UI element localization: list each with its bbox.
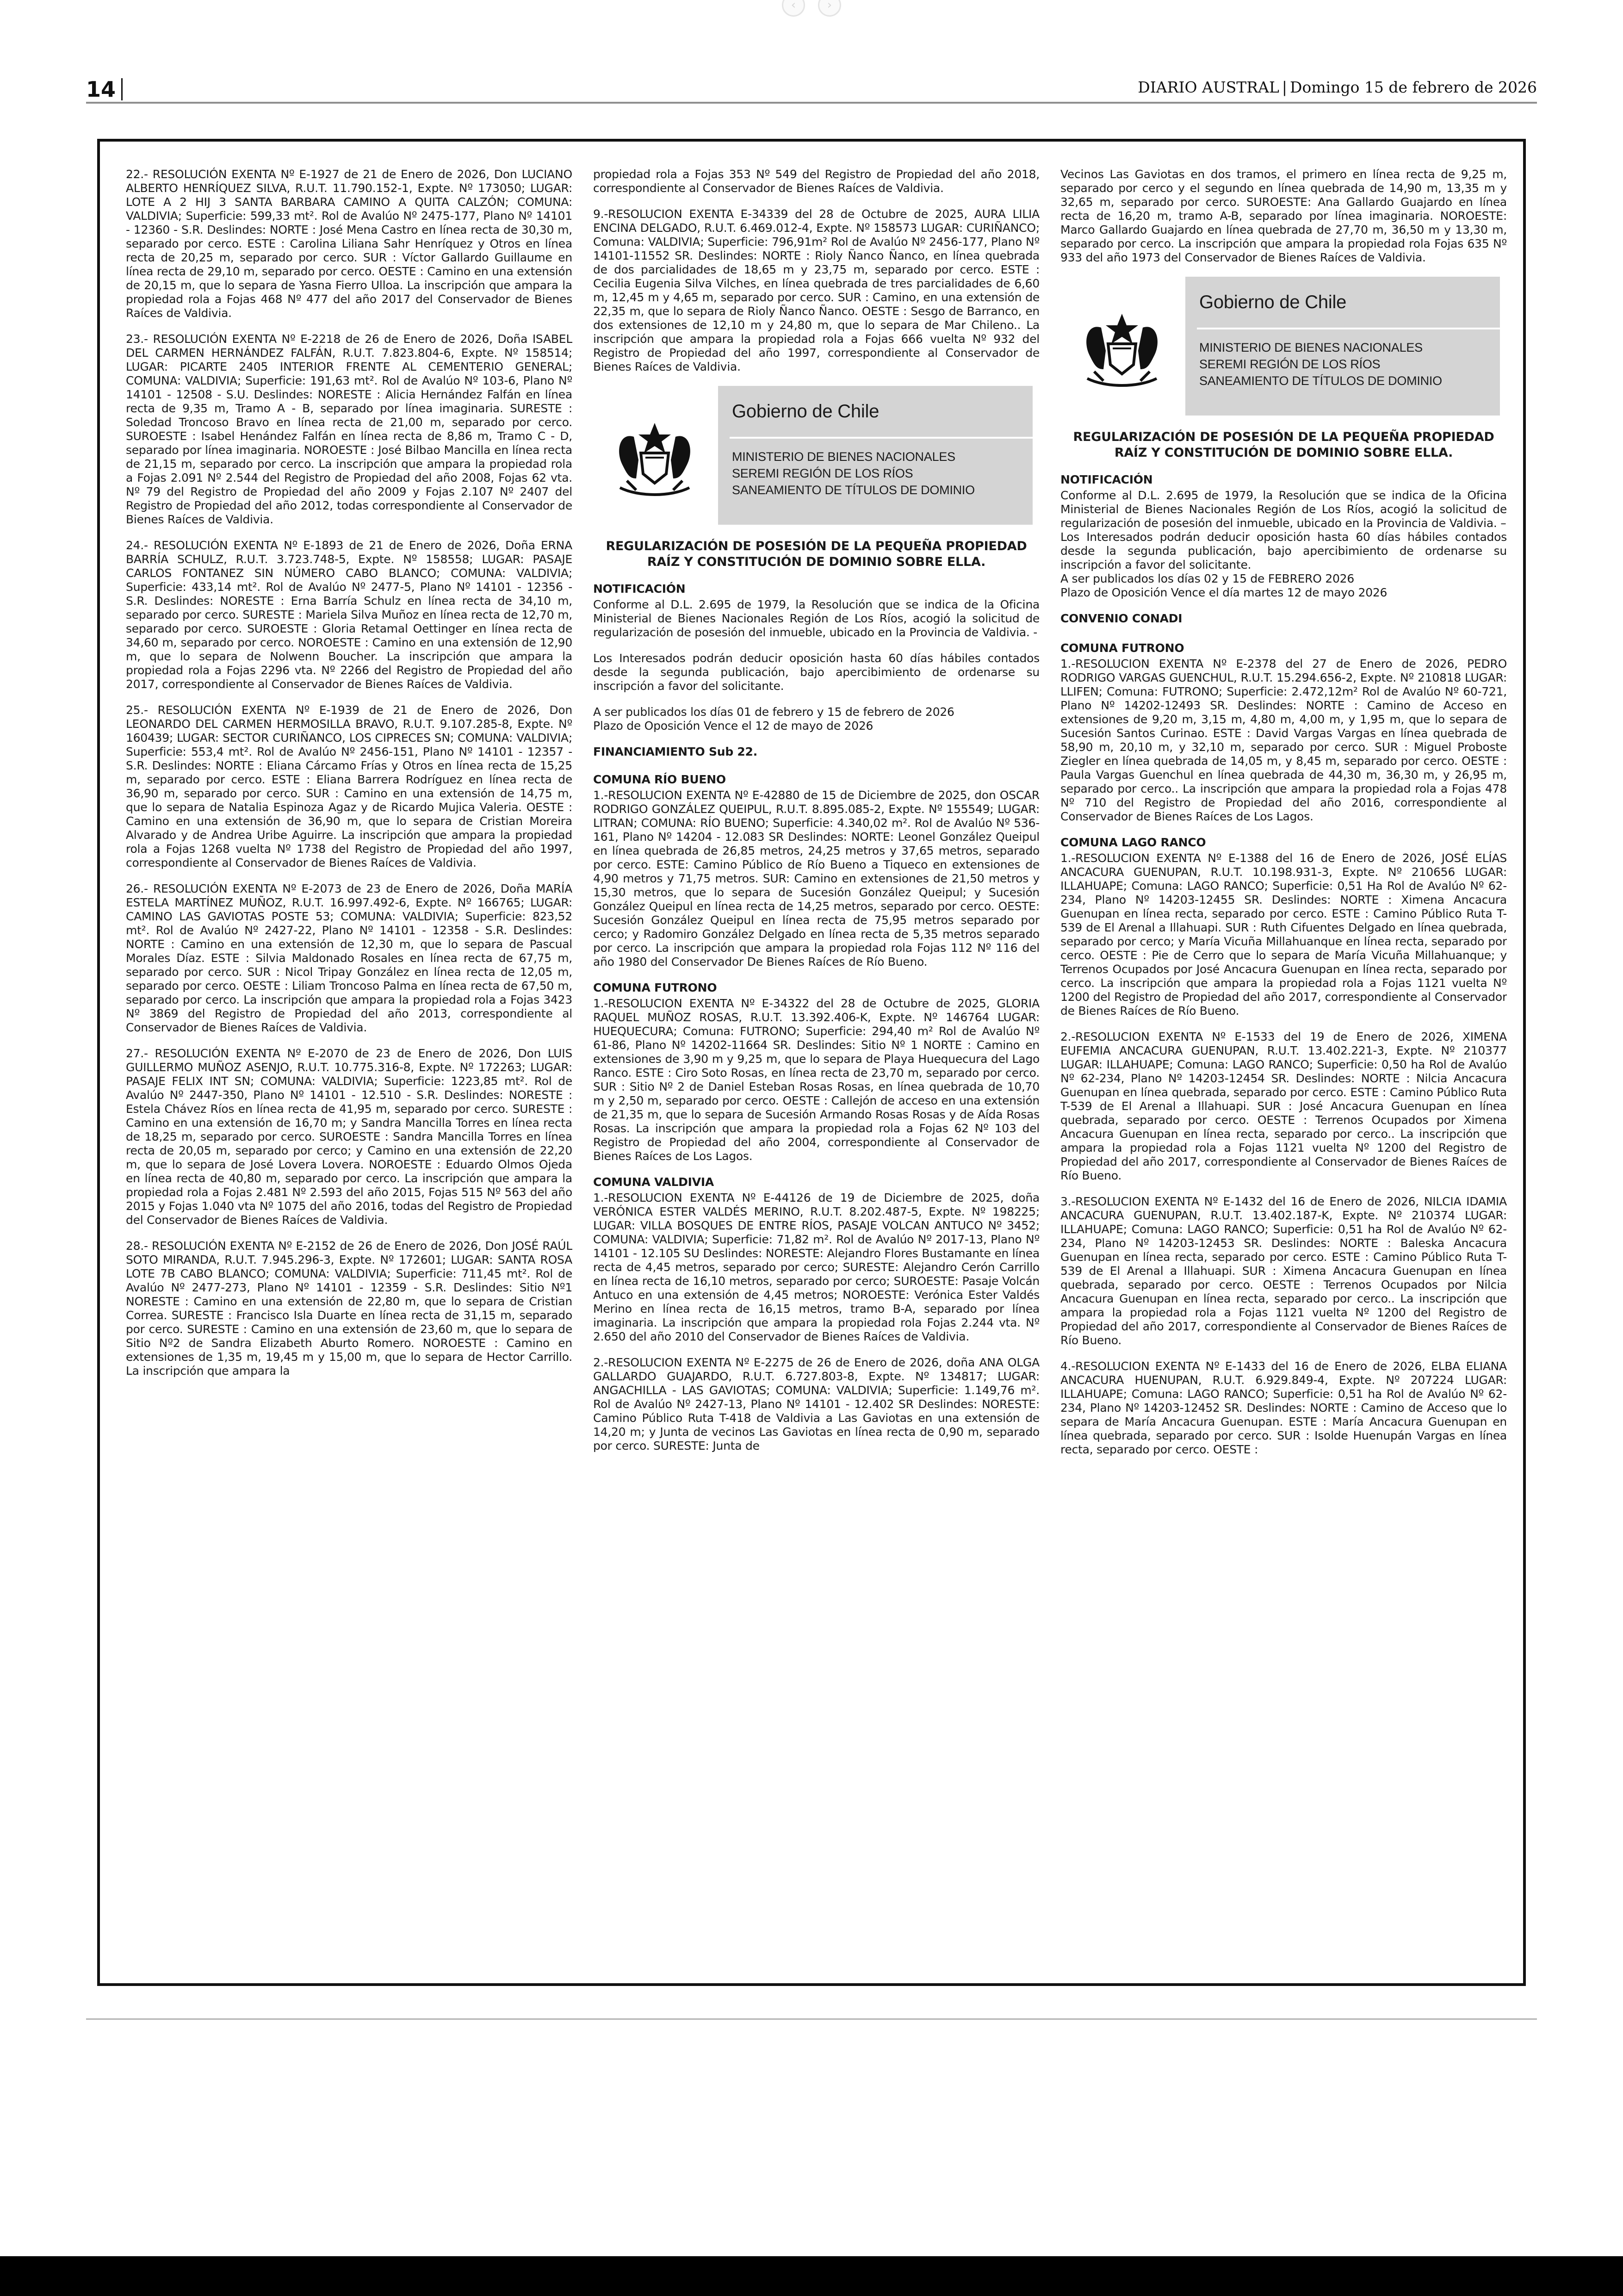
notification-body: Conforme al D.L. 2.695 de 1979, la Resolución que se indica de la Oficina Ministerial de Bienes Nacionales Región de Los Ríos, acogió la solicitud de regularización de posesión del inmueble, ubicado en la Provincia de Valdivia. - — [593, 598, 1040, 639]
opposition-deadline-2: Plazo de Oposición Vence el día martes 12 de mayo 2026 — [1060, 586, 1388, 599]
notice-26: 26.- RESOLUCIÓN EXENTA Nº E-2073 de 23 de Enero de 2026, Doña MARÍA ESTELA MARTÍNEZ MUÑOZ, R.U.T. 16.997.492-6, Expte. Nº 166765; LUGAR: CAMINO LAS GAVIOTAS POSTE 53; COMUNA: VALDIVIA; Superficie: 823,52 mt². Rol de Avalúo Nº 2427-22, Plano Nº 14101 - 12358 - S.R. Deslindes: NORTE : Camino en una extensión de 12,30 m, que lo separa de Pascual Morales Díaz. ESTE : Silvia Maldonado Rosales en línea recta de 67,75 m, separado por cerco. SUR : Nicol Tripay González en línea recta de 12,05 m, separado por cerco. OESTE : Liliam Troncoso Palma en línea recta de 67,50 m, separado por cerco. La inscripción que ampara la propiedad rola a Fojas 3423 Nº 3869 del Registro de Propiedad del año 2013, correspondiente al Conservador de Bienes Raíces de Valdivia. — [126, 882, 572, 1034]
publication-dates: A ser publicados los días 01 de febrero y 15 de febrero de 2026 — [593, 705, 954, 719]
seremi-line: SEREMI REGIÓN DE LOS RÍOS — [732, 466, 913, 480]
notice-valdivia-1: 1.-RESOLUCION EXENTA Nº E-44126 de 19 de Diciembre de 2025, doña VERÓNICA ESTER VALDÉS MERINO, R.U.T. 8.202.487-5, Expte. Nº 198225; LUGAR: VILLA BOSQUES DE ENTRE RÍOS, PASAJE VOLCAN ANTUCO Nº 3452; COMUNA: VALDIVIA; Superficie: 71,82 m². Rol de Avalúo Nº 2017-13, Plano Nº 14101 - 12.105 SU Deslindes: NORESTE: Alejandro Flores Bustamante en línea recta de 4,45 metros, separado por cerco; SURESTE: Alejandro Cerón Carrillo en línea recta de 16,10 metros, separado por cerco; SUROESTE: Pasaje Volcán Antuco en una extensión de 4,45 metros; NOROESTE: Verónica Ester Valdés Merino en línea recta de 16,15 metros, tramo B-A, separado por línea imaginaria. La inscripción que ampara la propiedad rola Fojas 2.244 vta. Nº 2.650 del año 2010 del Conservador de Bienes Raíces de Valdivia. — [593, 1191, 1040, 1343]
comuna-futrono-heading: COMUNA FUTRONO — [593, 981, 717, 994]
ministry-line: MINISTERIO DE BIENES NACIONALES — [732, 450, 955, 464]
notice-lago-ranco-1: 1.-RESOLUCION EXENTA Nº E-1388 del 16 de Enero de 2026, JOSÉ ELÍAS ANCACURA GUENUPAN, R.U.T. 10.198.931-3, Expte. Nº 210656 LUGAR: ILLAHUAPE; Comuna: LAGO RANCO; Superficie: 0,51 Ha Rol de Avalúo Nº 62-234, Plano Nº 14203-12455 SR. Deslindes: NORTE : Ximena Ancacura Guenupan en línea recta, separado por cerco. ESTE : Camino Público Ruta T-539 de El Arenal a Illahuapi. SUR : Ruth Cifuentes Delgado en línea quebrada, separado por cerco; y María Vicuña Millahuanque en línea recta, separado por cerco. OESTE : Pie de Cerro que lo separa de María Vicuña Millahuanque; y Terrenos Ocupados por José Ancacura Guenupan en línea recta, separado por cerco. La inscripción que ampara la propiedad rola a Fojas 1121 vuelta Nº 1200 del Registro de Propiedad del año 2017, correspondiente al Conservador de Bienes Raíces de Río Bueno. — [1060, 851, 1507, 1018]
column-2 — [593, 168, 1040, 1965]
gov-title: Gobierno de Chile — [732, 401, 880, 422]
chile-coat-of-arms-icon — [601, 409, 708, 502]
comuna-lago-ranco-heading: COMUNA LAGO RANCO — [1060, 836, 1206, 849]
next-page-icon[interactable]: › — [818, 0, 841, 17]
notice-25: 25.- RESOLUCIÓN EXENTA Nº E-1939 de 21 de Enero de 2026, Don LEONARDO DEL CARMEN HERMOSILLA BRAVO, R.U.T. 9.107.285-8, Expte. Nº 160439; LUGAR: SECTOR CURIÑANCO, LOS CIPRECES SN; COMUNA: VALDIVIA; Superficie: 553,4 mt². Rol de Avalúo Nº 2456-151, Plano Nº 14101 - 12357 - S.R. Deslindes: NORTE : Eliana Cárcamo Frías y Otros en línea recta de 15,25 m, separado por cerco. ESTE : Eliana Barrera Rodríguez en línea recta de 36,90 m, separado por cerco. SUR : Camino en una extensión de 14,75 m, que lo separa de Natalia Espinoza Agaz y de Ricardo Mujica Valeria. OESTE : Camino en una extensión de 36,90 m, que lo separa de Cristian Moreira Alvarado y de Andrea Uribe Aguirre. La inscripción que ampara la propiedad rola a Fojas 1268 vuelta Nº 1738 del Registro de Propiedad del año 1997, correspondiente al Conservador de Bienes Raíces de Valdivia. — [126, 703, 572, 869]
notice-futrono-conadi-1: 1.-RESOLUCION EXENTA Nº E-2378 del 27 de Enero de 2026, PEDRO RODRIGO VARGAS GUENCHUL, R.U.T. 15.294.656-2, Expte. Nº 210818 LUGAR: LLIFEN; Comuna: FUTRONO; Superficie: 2.472,12m² Rol de Avalúo Nº 60-721, Plano Nº 14202-12493 SR. Deslindes: NORTE : Camino de Acceso en extensiones de 9,20 m, 3,15 m, 4,80 m, 4,00 m, y 1,95 m, que lo separa de Sucesión Santos Curinao. ESTE : David Vargas Vargas en línea quebrada de 58,90 m, 20,10 m, y 32,10 m, separado por cerco. SUR : Miguel Proboste Ziegler en línea quebrada de 14,05 m, y 8,45 m, separado por cerco. OESTE : Paula Vargas Guenchul en línea quebrada de 44,30 m, 36,30 m, y 26,95 m, separado por cerco.. La inscripción que ampara la propiedad rola a Fojas 478 Nº 710 del Registro de Propiedad del año 2016, correspondiente al Conservador de Bienes Raíces de Los Lagos. — [1060, 657, 1507, 823]
comuna-valdivia-heading: COMUNA VALDIVIA — [593, 1175, 714, 1189]
financing-label: FINANCIAMIENTO Sub 22. — [593, 745, 757, 758]
notice-futrono-1: 1.-RESOLUCION EXENTA Nº E-34322 del 28 de Octubre de 2025, GLORIA RAQUEL MUÑOZ ROSAS, R.U.T. 13.392.406-K, Expte. Nº 146764 LUGAR: HUEQUECURA; Comuna: FUTRONO; Superficie: 294,40 m² Rol de Avalúo Nº 61-86, Plano Nº 14202-11664 SR. Deslindes: Sitio Nº 1 NORTE : Camino en extensiones de 3,90 m y 9,25 m, que lo separa de Playa Huequecura del Lago Ranco. ESTE : Ciro Soto Rosas, en línea recta de 23,70 m, separado por cerco. SUR : Sitio Nº 2 de Daniel Esteban Rosas Rosas, en línea quebrada de 10,70 m y 2,50 m, separado por cerco. OESTE : Callejón de acceso en una extensión de 21,35 m, que lo separa de Sucesión Armando Rosas Rosas y de Aída Rosas Rosas. La inscripción que ampara la propiedad rola a Fojas 62 Nº 103 del Registro de Propiedad del año 2004, correspondiente al Conservador de Bienes Raíces de Los Lagos. — [593, 997, 1040, 1163]
notification-heading-2: NOTIFICACIÓN — [1060, 473, 1153, 486]
ministry-line-2: MINISTERIO DE BIENES NACIONALES — [1199, 341, 1423, 354]
gov-banner-2 — [1060, 277, 1500, 416]
notice-9: 9.-RESOLUCION EXENTA E-34339 del 28 de Octubre de 2025, AURA LILIA ENCINA DELGADO, R.U.T. 6.469.012-4, Expte. Nº 158573 LUGAR: CURIÑANCO; Comuna: VALDIVIA; Superficie: 796,91m² Rol de Avalúo Nº 2456-177, Plano Nº 14101-11552 SR. Deslindes: NORTE : Rioly Ñanco Ñanco, en línea quebrada de dos parcialidades de 18,65 m y 23,75 m, separado por cerco. ESTE : Cecilia Eugenia Silva Vilches, en línea quebrada de tres parcialidades de 6,60 m, 12,45 m y 4,65 m, separado por cerco. SUR : Camino, en una extensión de 22,35 m, que lo separa de Rioly Ñanco Ñanco. OESTE : Sesgo de Barranco, en dos extensiones de 12,10 m y 24,80 m, que lo separa de Mar Chileno.. La inscripción que ampara la propiedad rola a Fojas 666 vuelta Nº 932 del Registro de Propiedad del año 1997, correspondiente al Conservador de Bienes Raíces de Valdivia. — [593, 207, 1040, 373]
page-number: 14 — [86, 77, 116, 102]
notice-24: 24.- RESOLUCIÓN EXENTA Nº E-1893 de 21 de Enero de 2026, Doña ERNA BARRÍA SCHULZ, R.U.T. 3.723.748-5, Expte. Nº 158558; LUGAR: PASAJE CARLOS FONTANEZ SIN NÚMERO CABO BLANCO; COMUNA: VALDIVIA; Superficie: 433,14 mt². Rol de Avalúo Nº 2477-5, Plano Nº 14101 - 12356 - S.R. Deslindes: NORESTE : Erna Barría Schulz en línea recta de 34,10 m, separado por cerco. SURESTE : Mariela Silva Muñoz en línea recta de 12,70 m, separado por cerco. SUROESTE : Gloria Retamal Oettinger en línea recta de 34,60 m, separado por cerco. NOROESTE : Camino en una extensión de 12,90 m, que lo separa de Nolwenn Boucher. La inscripción que ampara la propiedad rola a Fojas 2296 vta. Nº 2266 del Registro de Propiedad del año 2017, correspondiente al Conservador de Bienes Raíces de Valdivia. — [126, 539, 572, 691]
page-nav — [782, 0, 841, 17]
column-3 — [1060, 168, 1507, 1965]
regularization-title-2: REGULARIZACIÓN DE POSESIÓN DE LA PEQUEÑA PROPIEDAD RAÍZ Y CONSTITUCIÓN DE DOMINIO SOBRE ELLA. — [1073, 430, 1494, 460]
gov-subtitle-2 — [1199, 339, 1442, 389]
notice-27: 27.- RESOLUCIÓN EXENTA Nº E-2070 de 23 de Enero de 2026, Don LUIS GUILLERMO MUÑOZ ASENJO, R.U.T. 10.775.316-8, Expte. Nº 172263; LUGAR: PASAJE FELIX INT SN; COMUNA: VALDIVIA; Superficie: 1223,85 mt². Rol de Avalúo Nº 2447-350, Plano Nº 14101 - 12.510 - S.R. Deslindes: NORESTE : Estela Chávez Ríos en línea recta de 41,95 m, separado por cerco. SURESTE : Camino en una extensión de 16,70 m; y Sandra Mancilla Torres en línea recta de 18,25 m, separado por cerco. SUROESTE : Sandra Mancilla Torres en línea recta de 20,05 m, separado por cerco; y Camino en una extensión de 22,20 m, que lo separa de José Lovera Lovera. NOROESTE : Eduardo Olmos Ojeda en línea recta de 40,80 m, separado por cerco. La inscripción que ampara la propiedad rola a Fojas 2.481 Nº 2.593 del año 2015, Fojas 515 Nº 563 del año 2015 y Fojas 1.040 vta Nº 1075 del año 2016, todas del Registro de Propiedad del Conservador de Bienes Raíces de Valdivia. — [126, 1047, 572, 1227]
dept-line-2: SANEAMIENTO DE TÍTULOS DE DOMINIO — [1199, 374, 1442, 388]
masthead-separator: | — [1282, 78, 1288, 96]
publication-dates-2: A ser publicados los días 02 y 15 de FEBRERO 2026 — [1060, 572, 1354, 585]
publication-name: DIARIO AUSTRAL — [1138, 78, 1279, 96]
notice-lago-ranco-4: 4.-RESOLUCION EXENTA Nº E-1433 del 16 de Enero de 2026, ELBA ELIANA ANCACURA HUENUPAN, R.U.T. 6.929.849-4, Expte. Nº 207224 LUGAR: ILLAHUAPE; Comuna: LAGO RANCO; Superficie: 0,51 ha Rol de Avalúo Nº 62-234, Plano Nº 14203-12452 SR. Deslindes: NORTE : Camino de Acceso que lo separa de María Ancacura Guenupan. ESTE : María Ancacura Guenupan en línea quebrada, separado por cerco. SUR : Isolde Huenupán Vargas en línea recta, separado por cerco. OESTE : — [1060, 1359, 1507, 1456]
header-divider — [121, 78, 123, 100]
prev-page-icon[interactable]: ‹ — [782, 0, 805, 17]
notice-28: 28.- RESOLUCIÓN EXENTA Nº E-2152 de 26 de Enero de 2026, Don JOSÉ RAÚL SOTO MIRANDA, R.U.T. 7.945.296-3, Expte. Nº 172601; LUGAR: SANTA ROSA LOTE 7B CABO BLANCO; COMUNA: VALDIVIA; Superficie: 711,45 mt². Rol de Avalúo Nº 2477-273, Plano Nº 14101 - 12359 - S.R. Deslindes: Sitio Nº1 NORESTE : Camino en una extensión de 22,80 m, que lo separa de Cristian Correa. SURESTE : Francisco Isla Duarte en línea recta de 31,15 m, separado por cerco. SURESTE : Camino en una extensión de 23,60 m, que lo separa de Sitio Nº2 de Sandra Elizabeth Aburto Romero. NOROESTE : Camino en extensiones de 1,35 m, 19,45 m y 15,00 m, que lo separa de Hector Carrillo. La inscripción que ampara la — [126, 1239, 572, 1378]
publication-date: Domingo 15 de febrero de 2026 — [1290, 78, 1537, 96]
gov-title-2: Gobierno de Chile — [1199, 292, 1347, 312]
gov-banner — [593, 386, 1033, 525]
notices-frame — [97, 139, 1526, 1986]
column-1 — [126, 168, 572, 1965]
notification-body-2: Conforme al D.L. 2.695 de 1979, la Resolución que se indica de la Oficina Ministerial de Bienes Nacionales Región de Los Ríos, acogió la solicitud de regularización de posesión del inmueble, ubicado en la Provincia de Valdivia. – — [1060, 489, 1507, 530]
notice-28-continued: propiedad rola a Fojas 353 Nº 549 del Registro de Propiedad del año 2018, correspondiente al Conservador de Bienes Raíces de Valdivia. — [593, 168, 1040, 195]
opposition-deadline: Plazo de Oposición Vence el 12 de mayo de 2026 — [593, 719, 873, 732]
emblem-area-2 — [1060, 277, 1185, 416]
notification-heading: NOTIFICACIÓN — [593, 582, 686, 596]
comuna-rio-bueno-heading: COMUNA RÍO BUENO — [593, 773, 726, 786]
dept-line: SANEAMIENTO DE TÍTULOS DE DOMINIO — [732, 483, 975, 497]
notice-rio-bueno-1: 1.-RESOLUCION EXENTA Nº E-42880 de 15 de Diciembre de 2025, don OSCAR RODRIGO GONZÁLEZ QUEIPUL, R.U.T. 8.895.085-2, Expte. Nº 155549; LUGAR: LITRAN; COMUNA: RÍO BUENO; Superficie: 4.340,02 m². Rol de Avalúo Nº 536-161, Plano Nº 14204 - 12.083 SR Deslindes: NORTE: Leonel González Queipul en línea quebrada de 26,85 metros, 24,25 metros y 37,65 metros, separado por cerco. ESTE: Camino Público de Río Bueno a Tiqueco en extensiones de 4,90 metros y 71,75 metros. SUR: Camino en extensiones de 21,50 metros y 15,30 metros, que lo separa de Sucesión González Queipul; y Sucesión González Queipul en línea recta de 14,25 metros, separado por cerco. OESTE: Sucesión González Queipul en línea recta de 75,95 metros separado por cerco; y Radomiro González Delgado en línea recta de 5,35 metros separado por cerco. La inscripción que ampara la propiedad rola Fojas 112 Nº 116 del año 1980 del Conservador De Bienes Raíces de Río Bueno. — [593, 788, 1040, 968]
notice-lago-ranco-2: 2.-RESOLUCION EXENTA Nº E-1533 del 19 de Enero de 2026, XIMENA EUFEMIA ANCACURA GUENUPAN, R.U.T. 13.402.221-3, Expte. Nº 210377 LUGAR: ILLAHUAPE; Comuna: LAGO RANCO; Superficie: 0,50 ha Rol de Avalúo Nº 62-234, Plano Nº 14203-12454 SR. Deslindes: NORTE : Nilcia Ancacura Guenupan en línea quebrada, separado por cerco. ESTE : Camino Público Ruta T-539 de El Arenal a Illahuapi. SUR : José Ancacura Guenupan en línea quebrada, separado por cerco. OESTE : Terrenos Ocupados por Ximena Ancacura Guenupan en línea recta, separado por cerco.. La inscripción que ampara la propiedad rola a Fojas 1121 vuelta Nº 1200 del Registro de Propiedad del año 2017, correspondiente al Conservador de Bienes Raíces de Río Bueno. — [1060, 1030, 1507, 1182]
seremi-line-2: SEREMI REGIÓN DE LOS RÍOS — [1199, 357, 1381, 371]
convenio-label: CONVENIO CONADI — [1060, 612, 1183, 625]
notice-valdivia-2: 2.-RESOLUCION EXENTA Nº E-2275 de 26 de Enero de 2026, doña ANA OLGA GALLARDO GUAJARDO, R.U.T. 6.727.803-8, Expte. Nº 134817; LUGAR: ANGACHILLA - LAS GAVIOTAS; COMUNA: VALDIVIA; Superficie: 1.149,76 m². Rol de Avalúo Nº 2427-13, Plano Nº 14101 - 12.402 SR Deslindes: NORESTE: Camino Público Ruta T-418 de Valdivia a Las Gaviotas en una extensión de 14,20 m; y Junta de vecinos Las Gaviotas en línea recta de 0,90 m, separado por cerco. SURESTE: Junta de — [593, 1356, 1040, 1452]
viewer-bottom-bar — [0, 2256, 1623, 2296]
page-number-block — [86, 77, 123, 102]
notice-23: 23.- RESOLUCIÓN EXENTA Nº E-2218 de 26 de Enero de 2026, Doña ISABEL DEL CARMEN HERNÁNDEZ FALFÁN, R.U.T. 7.823.804-6, Expte. Nº 158514; LUGAR: PICARTE 2405 INTERIOR FRENTE AL CEMENTERIO GENERAL; COMUNA: VALDIVIA; Superficie: 191,63 mt². Rol de Avalúo Nº 103-6, Plano Nº 14101 - 12508 - S.U. Deslindes: NORESTE : Alicia Hernández Falfán en línea recta de 9,35 m, Tramo A - B, separado por línea imaginaria. SURESTE : Soledad Troncoso Bravo en línea recta de 21,00 m, separado por cerco. SUROESTE : Isabel Henández Falfán en línea recta de 8,86 m, Tramo C - D, separado por línea imaginaria. NOROESTE : José Bilbao Mancilla en línea recta de 21,15 m, separado por cerco. La inscripción que ampara la propiedad rola a Fojas 2.091 Nº 2.544 del Registro de Propiedad del año 2008, Fojas 62 vta. Nº 79 del Registro de Propiedad del año 2009 y Fojas 2.107 Nº 2407 del Registro de Propiedad del año 2012, todas correspondiente al Conservador de Bienes Raíces de Valdivia. — [126, 332, 572, 526]
notice-22: 22.- RESOLUCIÓN EXENTA Nº E-1927 de 21 de Enero de 2026, Don LUCIANO ALBERTO HENRÍQUEZ SILVA, R.U.T. 11.790.152-1, Expte. Nº 173050; LUGAR: LOTE A 2 HIJ 3 SANTA BARBARA CAMINO A QUITA CALZÓN; COMUNA: VALDIVIA; Superficie: 599,33 mt². Rol de Avalúo Nº 2475-177, Plano Nº 14101 - 12360 - S.R. Deslindes: NORTE : José Mena Castro en línea recta de 30,30 m, separado por cerco. ESTE : Carolina Liliana Sahr Henríquez y Otros en línea recta de 20,25 m, separado por cerco. SUR : Víctor Gallardo Guillaume en línea recta de 29,10 m, separado por cerco. OESTE : Camino en una extensión de 20,15 m, que lo separa de Yasna Fierro Ulloa. La inscripción que ampara la propiedad rola a Fojas 468 Nº 477 del año 2017 del Conservador de Bienes Raíces de Valdivia. — [126, 168, 572, 320]
chile-coat-of-arms-icon — [1069, 300, 1175, 392]
masthead — [1138, 78, 1537, 102]
notice-lago-ranco-3: 3.-RESOLUCION EXENTA Nº E-1432 del 16 de Enero de 2026, NILCIA IDAMIA ANCACURA GUENUPAN, R.U.T. 13.402.187-K, Expte. Nº 210374 LUGAR: ILLAHUAPE; Comuna: LAGO RANCO; Superficie: 0,51 ha Rol de Avalúo Nº 62-234, Plano Nº 14203-12453 SR. Deslindes: NORTE : Baleska Ancacura Guenupan en línea recta, separado por cerco. ESTE : Camino Público Ruta T-539 de El Arenal a Illahuapi. SUR : Ximena Ancacura Guenupan en línea quebrada, separado por cerco. OESTE : Terrenos Ocupados por Nilcia Ancacura Guenupan en línea recta, separado por cerco.. La inscripción que ampara la propiedad rola a Fojas 1121 vuelta Nº 1200 del Registro de Propiedad del año 2017, correspondiente al Conservador de Bienes Raíces de Río Bueno. — [1060, 1195, 1507, 1347]
emblem-area — [593, 386, 718, 525]
gov-subtitle — [732, 448, 975, 498]
footer-divider — [86, 2018, 1537, 2020]
opposition-notice: Los Interesados podrán deducir oposición hasta 60 días hábiles contados desde la segunda publicación, bajo apercibimiento de ordenarse su inscripción a favor del solicitante. — [593, 652, 1040, 693]
banner-divider — [730, 437, 1033, 439]
page-header — [86, 65, 1537, 104]
notice-valdivia-2-continued: Vecinos Las Gaviotas en dos tramos, el primero en línea recta de 9,25 m, separado por cerco y el segundo en línea quebrada de 14,90 m, 13,35 m y 32,65 m, separado por cerco. SUROESTE: Ana Gallardo Guajardo en línea recta de 16,20 m, tramo A-B, separado por línea imaginaria. NOROESTE: Marco Gallardo Guajardo en línea quebrada de 27,70 m, 36,50 m y 13,30 m, separado por cerco. La inscripción que ampara la propiedad rola Fojas 635 Nº 933 del año 1973 del Conservador de Bienes Raíces de Valdivia. — [1060, 168, 1507, 264]
banner-divider-2 — [1197, 328, 1500, 329]
comuna-futrono-heading-2: COMUNA FUTRONO — [1060, 641, 1184, 655]
opposition-notice-2: Los Interesados podrán deducir oposición hasta 60 días hábiles contados desde la segunda publicación, bajo apercibimiento de ordenarse su inscripción a favor del solicitante. — [1060, 530, 1507, 571]
regularization-title: REGULARIZACIÓN DE POSESIÓN DE LA PEQUEÑA PROPIEDAD RAÍZ Y CONSTITUCIÓN DE DOMINIO SOBRE ELLA. — [606, 539, 1027, 569]
